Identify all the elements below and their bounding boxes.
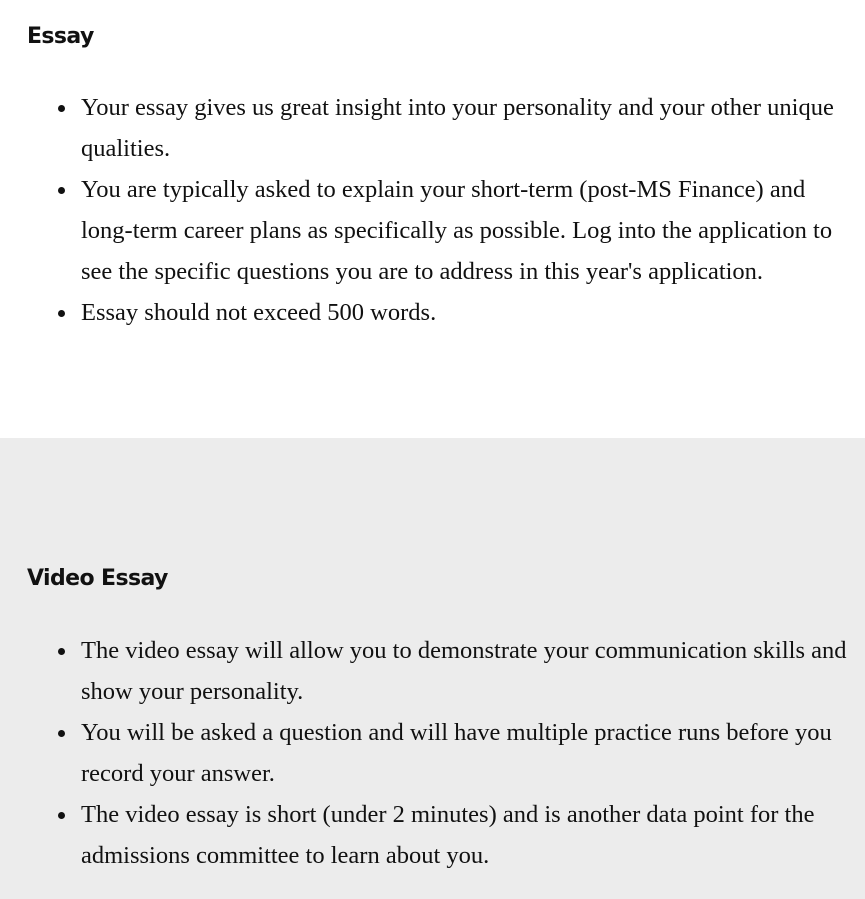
video-essay-section [0, 438, 865, 899]
essay-item-text: You are typically asked to explain your short-term (post-MS Finance) and long-term career plans as specifically as possible. Log into the application to see the specific questions you are to address in this year's application. [81, 176, 833, 285]
video-essay-list-item [27, 630, 851, 712]
bullet-icon [58, 105, 65, 112]
essay-heading: Essay [27, 24, 94, 49]
bullet-icon [58, 310, 65, 317]
essay-item-text: Essay should not exceed 500 words. [81, 299, 437, 326]
essay-list-item [27, 169, 851, 292]
video-essay-list [27, 630, 851, 876]
video-essay-list-item [27, 712, 851, 794]
video-essay-item-text: You will be asked a question and will have multiple practice runs before you record your answer. [81, 719, 832, 787]
essay-list [27, 87, 851, 333]
bullet-icon [58, 812, 65, 819]
essay-list-item [27, 87, 851, 169]
video-essay-list-item [27, 794, 851, 876]
essay-list-item [27, 292, 851, 333]
video-essay-heading: Video Essay [27, 566, 168, 591]
bullet-icon [58, 730, 65, 737]
essay-section [0, 0, 865, 438]
bullet-icon [58, 648, 65, 655]
bullet-icon [58, 187, 65, 194]
video-essay-item-text: The video essay is short (under 2 minutes) and is another data point for the admissions committee to learn about you. [81, 801, 815, 869]
essay-item-text: Your essay gives us great insight into your personality and your other unique qualities. [81, 94, 834, 162]
video-essay-item-text: The video essay will allow you to demonstrate your communication skills and show your personality. [81, 637, 847, 705]
